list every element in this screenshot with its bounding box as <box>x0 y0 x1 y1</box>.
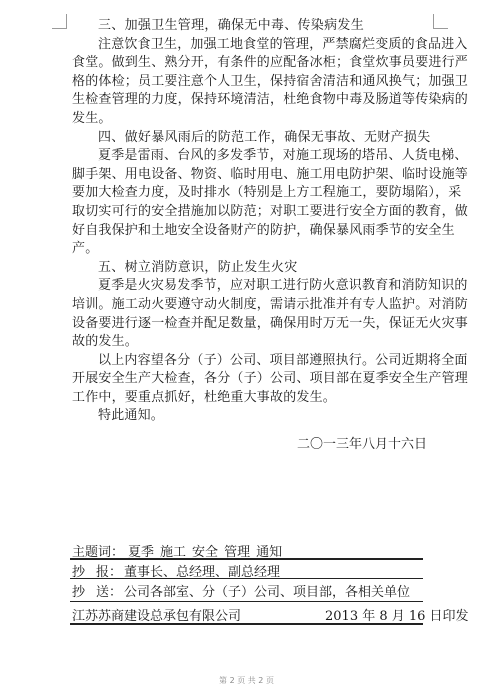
margin-crop-mark-right <box>433 14 448 29</box>
send-label: 抄 <box>72 585 86 600</box>
divider <box>70 558 423 560</box>
issue-date: 2013 年 8 月 16 日印发 <box>325 609 469 624</box>
keyword: 管理 <box>224 545 251 560</box>
paragraph-line: 要加大检查力度，及时排水（特别是上方工程施工，要防塌陷），采 <box>72 185 462 201</box>
paragraph-line: 培训。施工动火要遵守动火制度，需请示批准并有专人监护。对消防 <box>72 296 469 312</box>
paragraph-line: 注意饮食卫生，加强工地食堂的管理，严禁腐烂变质的食品进入 <box>98 36 468 52</box>
paragraph-line: 夏季是雷雨、台风的多发季节，对施工现场的塔吊、人货电梯、 <box>98 148 468 164</box>
margin-crop-mark-left <box>52 14 67 29</box>
issuing-company: 江苏苏商建设总承包有限公司 <box>72 609 242 624</box>
report-label-suffix: 报： <box>96 565 123 580</box>
notice-body <box>72 17 469 426</box>
paragraph-line: 脚手架、用电设备、物资、临时用电、施工用电防护架、临时设施等 <box>72 166 469 182</box>
paragraph-line: 故的发生。 <box>72 334 139 350</box>
keyword: 通知 <box>256 545 283 560</box>
paragraph-line: 工作中，要重点抓好，杜绝重大事故的发生。 <box>72 389 337 405</box>
paragraph-line: 取切实可行的安全措施加以防范；对职工要进行安全方面的教育，做 <box>72 203 469 219</box>
report-label: 抄 <box>72 565 86 580</box>
keywords-label: 主题词： <box>72 545 125 560</box>
closing-line: 特此通知。 <box>98 408 165 424</box>
send-label-suffix: 送： <box>96 585 123 600</box>
paragraph-line: 产。 <box>72 241 99 257</box>
keyword: 施工 <box>160 545 187 560</box>
report-recipients: 董事长、总经理、副总经理 <box>124 565 281 580</box>
paragraph-line: 以上内容望各分（子）公司、项目部遵照执行。公司近期将全面 <box>98 352 468 368</box>
page-number: 第 2 页 共 2 页 <box>219 676 274 685</box>
paragraph-line: 食堂。做到生、熟分开，有条件的应配备冰柜；食堂炊事员要进行严 <box>72 55 469 71</box>
divider <box>70 623 423 625</box>
send-recipients: 公司各部室、分（子）公司、项目部，各相关单位 <box>124 585 411 600</box>
send-to-line <box>72 581 410 600</box>
paragraph-line: 开展安全生产大检查，各分（子）公司、项目部在夏季安全生产管理 <box>72 371 469 387</box>
paragraph-line: 生检查管理的力度，保持环境清洁，杜绝食物中毒及肠道等传染病的 <box>72 92 469 108</box>
paragraph-line: 好自我保护和土地安全设备财产的防护，确保暴风雨季节的安全生 <box>72 222 455 238</box>
paragraph-line: 夏季是火灾易发季节，应对职工进行防火意识教育和消防知识的 <box>98 278 468 294</box>
keyword: 夏季 <box>128 545 155 560</box>
keyword: 安全 <box>192 545 219 560</box>
signature-date: 二〇一三年八月十六日 <box>297 437 428 452</box>
divider <box>70 578 423 579</box>
section-heading-4: 四、做好暴风雨后的防范工作，确保无事故、无财产损失 <box>98 129 431 145</box>
paragraph-line: 发生。 <box>72 110 112 126</box>
paragraph-line: 格的体检；员工要注意个人卫生，保持宿舍清洁和通风换气；加强卫 <box>72 73 469 89</box>
section-heading-5: 五、树立消防意识，防止发生火灾 <box>98 259 298 275</box>
paragraph-line: 设备要进行逐一检查并配足数量，确保用时万无一失，保证无火灾事 <box>72 315 469 331</box>
divider <box>70 601 423 602</box>
section-heading-3: 三、加强卫生管理，确保无中毒、传染病发生 <box>98 18 365 33</box>
